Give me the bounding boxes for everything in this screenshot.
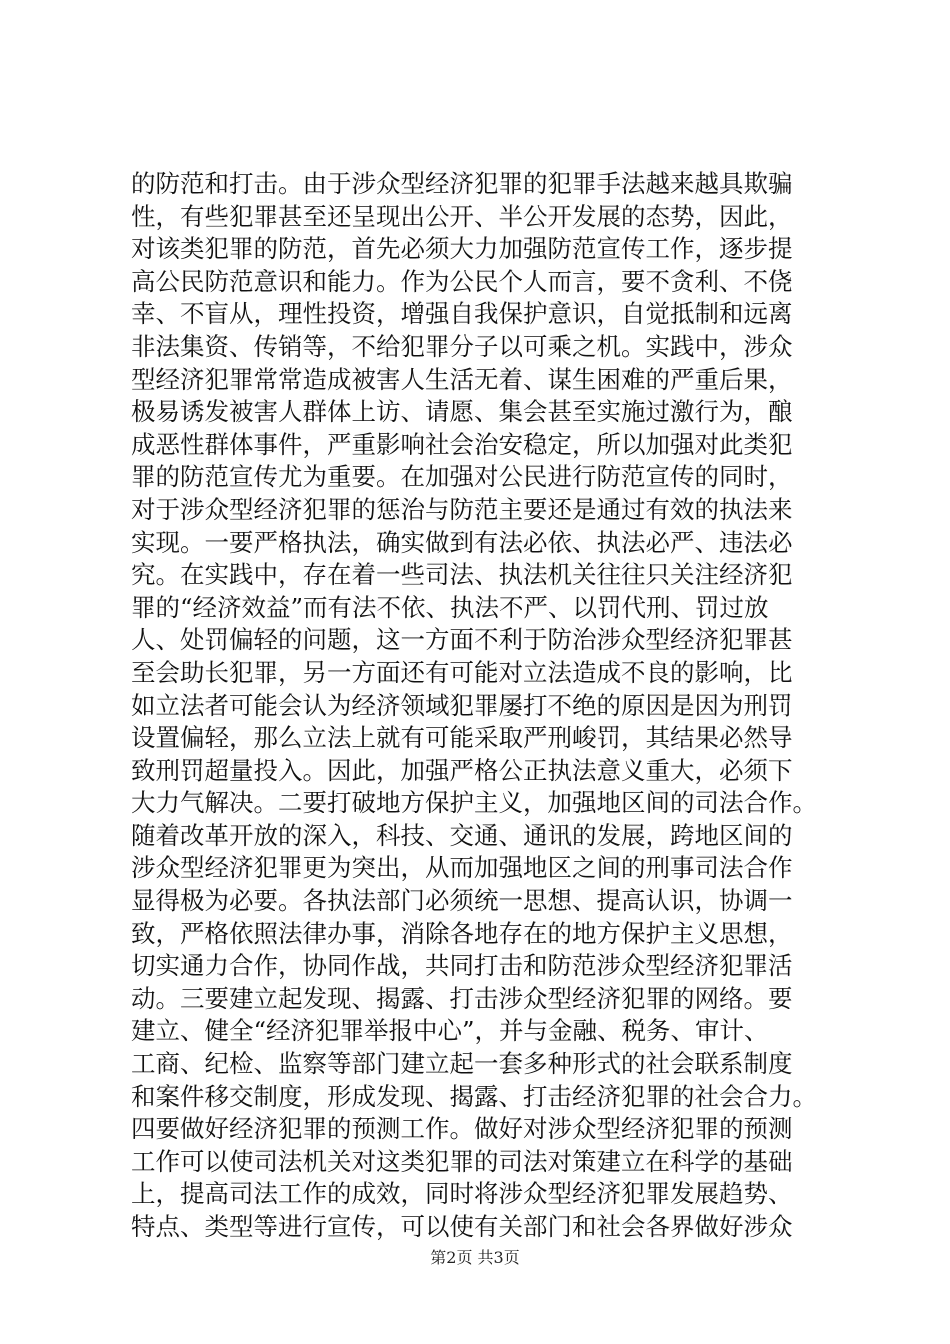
text-line: 的防范和打击。由于涉众型经济犯罪的犯罪手法越来越具欺骗 <box>131 169 793 198</box>
text-line: 特点、类型等进行宣传，可以使有关部门和社会各界做好涉众 <box>131 1212 793 1241</box>
text-line: 涉众型经济犯罪更为突出，从而加强地区之间的刑事司法合作 <box>131 853 793 883</box>
text-line: 极易诱发被害人群体上访、请愿、集会甚至实施过激行为，酿 <box>131 397 793 427</box>
text-line: 至会助长犯罪，另一方面还有可能对立法造成不良的影响，比 <box>131 657 793 687</box>
text-line: 究。在实践中，存在着一些司法、执法机关往往只关注经济犯 <box>131 560 793 590</box>
text-line: 性，有些犯罪甚至还呈现出公开、半公开发展的态势，因此， <box>131 201 793 231</box>
text-line: 上，提高司法工作的成效，同时将涉众型经济犯罪发展趋势、 <box>131 1179 793 1209</box>
page-footer: 第2页 共3页 <box>430 1248 520 1267</box>
text-line: 动。三要建立起发现、揭露、打击涉众型经济犯罪的网络。要 <box>131 983 793 1013</box>
text-line: 对该类犯罪的防范，首先必须大力加强防范宣传工作，逐步提 <box>131 234 793 264</box>
body-paragraph <box>131 168 861 1244</box>
text-line: 随着改革开放的深入，科技、交通、通讯的发展，跨地区间的 <box>131 820 793 850</box>
text-line: 切实通力合作，协同作战，共同打击和防范涉众型经济犯罪活 <box>131 951 793 981</box>
text-line: 大力气解决。二要打破地方保护主义，加强地区间的司法合作。 <box>131 788 817 818</box>
text-line: 型经济犯罪常常造成被害人生活无着、谋生困难的严重后果， <box>131 364 793 394</box>
text-line: 幸、不盲从，理性投资，增强自我保护意识，自觉抵制和远离 <box>131 299 793 329</box>
text-line: 高公民防范意识和能力。作为公民个人而言，要不贪利、不侥 <box>131 266 793 296</box>
text-line: 实现。一要严格执法，确实做到有法必依、执法必严、违法必 <box>131 527 793 557</box>
text-line: 工作可以使司法机关对这类犯罪的司法对策建立在科学的基础 <box>131 1146 793 1176</box>
text-line: 如立法者可能会认为经济领域犯罪屡打不绝的原因是因为刑罚 <box>131 690 793 720</box>
text-line: 罪的“经济效益”而有法不依、执法不严、以罚代刑、罚过放 <box>131 592 769 622</box>
text-line: 致，严格依照法律办事，消除各地存在的地方保护主义思想， <box>131 918 793 948</box>
text-line: 四要做好经济犯罪的预测工作。做好对涉众型经济犯罪的预测 <box>131 1114 793 1144</box>
text-line: 非法集资、传销等，不给犯罪分子以可乘之机。实践中，涉众 <box>131 331 793 361</box>
text-line: 显得极为必要。各执法部门必须统一思想、提高认识，协调一 <box>131 886 793 916</box>
text-line: 设置偏轻，那么立法上就有可能采取严刑峻罚，其结果必然导 <box>131 723 793 753</box>
text-line: 对于涉众型经济犯罪的惩治与防范主要还是通过有效的执法来 <box>131 494 793 524</box>
text-line: 致刑罚超量投入。因此，加强严格公正执法意义重大，必须下 <box>131 755 793 785</box>
text-line: 和案件移交制度，形成发现、揭露、打击经济犯罪的社会合力。 <box>131 1081 817 1111</box>
text-line: 人、处罚偏轻的问题，这一方面不利于防治涉众型经济犯罪甚 <box>131 625 793 655</box>
text-line: 成恶性群体事件，严重影响社会治安稳定，所以加强对此类犯 <box>131 429 793 459</box>
text-line: 罪的防范宣传尤为重要。在加强对公民进行防范宣传的同时， <box>131 462 793 492</box>
text-line: 工商、纪检、监察等部门建立起一套多种形式的社会联系制度 <box>131 1049 793 1079</box>
text-line: 建立、健全“经济犯罪举报中心”，并与金融、税务、审计、 <box>131 1016 769 1046</box>
